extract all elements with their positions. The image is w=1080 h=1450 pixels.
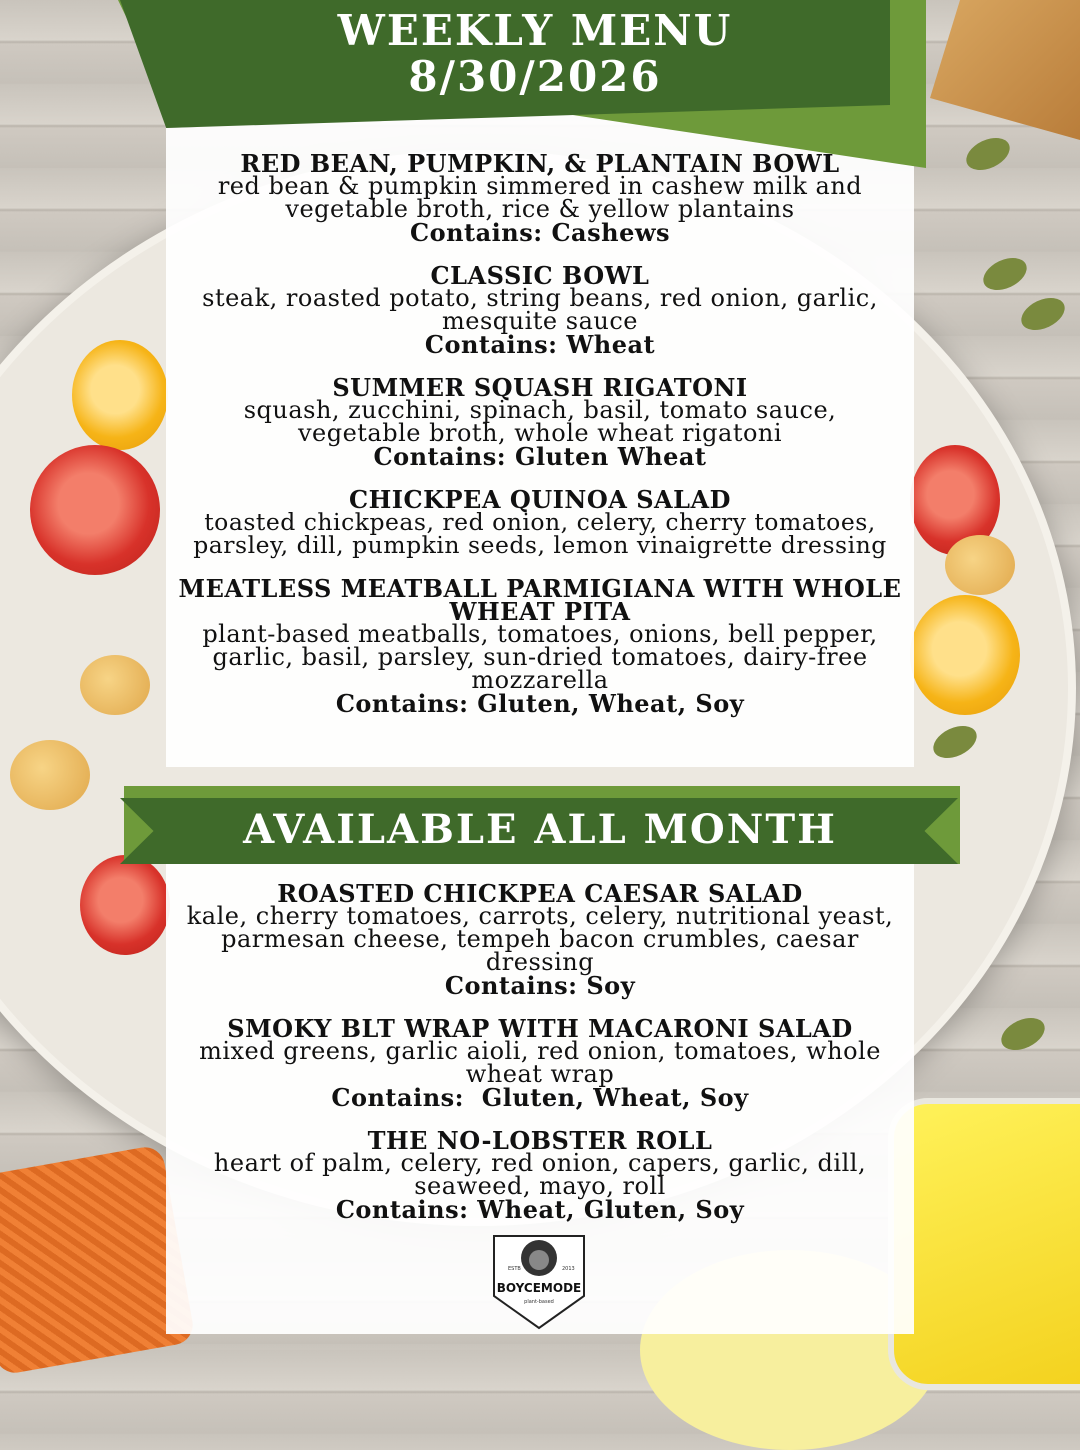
menu-item-description: kale, cherry tomatoes, carrots, celery, nutritional yeast, parmesan cheese, tempeh bacon crumbles, caesar dressing — [186, 902, 894, 976]
pumpkin-seed-decoration — [1016, 292, 1070, 337]
menu-item-allergens: Contains: Wheat, Gluten, Soy — [335, 1195, 745, 1224]
pumpkin-seed-decoration — [978, 252, 1032, 297]
header-title-block — [120, 8, 950, 100]
menu-item-name: ROASTED CHICKPEA CAESAR SALAD — [277, 879, 803, 908]
red-tomato-decoration — [30, 445, 160, 575]
menu-item-name: SMOKY BLT WRAP WITH MACARONI SALAD — [227, 1014, 853, 1043]
menu-item-description: plant-based meatballs, tomatoes, onions, bell pepper, garlic, basil, parsley, sun-dried tomatoes, dairy-free mozzarella — [202, 620, 878, 694]
menu-item — [166, 485, 914, 559]
menu-item-allergens: Contains: Gluten, Wheat, Soy — [335, 689, 745, 718]
boycemode-logo — [488, 1232, 590, 1332]
menu-item — [166, 149, 914, 247]
menu-item — [166, 879, 914, 1000]
chickpea-decoration — [10, 740, 90, 810]
menu-item-description: red bean & pumpkin simmered in cashew milk and vegetable broth, rice & yellow plantains — [217, 172, 863, 223]
menu-item-allergens: Contains: Cashews — [409, 218, 671, 247]
chickpea-decoration — [945, 535, 1015, 595]
monthly-menu-list — [166, 879, 914, 1241]
logo-estb: ESTB — [508, 1266, 521, 1272]
menu-item-description: mixed greens, garlic aioli, red onion, tomatoes, whole wheat wrap — [199, 1037, 881, 1088]
logo-year: 2013 — [562, 1266, 575, 1272]
menu-item-allergens: Contains: Gluten Wheat — [373, 442, 707, 471]
weekly-menu-list — [166, 149, 914, 735]
menu-item-allergens: Contains: Soy — [444, 971, 636, 1000]
menu-date: 8/30/2026 — [408, 52, 662, 101]
menu-item — [166, 261, 914, 359]
menu-item-description: toasted chickpeas, red onion, celery, cherry tomatoes, parsley, dill, pumpkin seeds, lemon vinaigrette dressing — [193, 508, 887, 559]
chickpea-decoration — [80, 655, 150, 715]
pumpkin-seed-decoration — [996, 1012, 1050, 1057]
logo-brand: BOYCEMODE — [496, 1281, 582, 1295]
menu-item-name: RED BEAN, PUMPKIN, & PLANTAIN BOWL — [240, 149, 840, 178]
menu-item-name: THE NO-LOBSTER ROLL — [367, 1126, 713, 1155]
menu-item-allergens: Contains: Wheat — [424, 330, 656, 359]
section-title: AVAILABLE ALL MONTH — [243, 806, 837, 853]
menu-item-description: squash, zucchini, spinach, basil, tomato sauce, vegetable broth, whole wheat rigatoni — [243, 396, 837, 447]
yellow-tomato-decoration — [910, 595, 1020, 715]
menu-item — [166, 574, 914, 718]
logo-tagline: plant-based — [524, 1299, 554, 1305]
menu-item-name: SUMMER SQUASH RIGATONI — [332, 373, 748, 402]
red-tomato-decoration — [80, 855, 170, 955]
menu-item-description: steak, roasted potato, string beans, red onion, garlic, mesquite sauce — [202, 284, 878, 335]
menu-item-name: MEATLESS MEATBALL PARMIGIANA WITH WHOLE WHEAT PITA — [178, 574, 902, 626]
yellow-tomato-decoration — [72, 340, 168, 450]
menu-item-name: CLASSIC BOWL — [430, 261, 650, 290]
pita-chip-decoration — [930, 0, 1080, 140]
pumpkin-seed-decoration — [961, 132, 1015, 177]
dressing-bowl-decoration — [888, 1098, 1080, 1390]
menu-item-allergens: Contains: Gluten, Wheat, Soy — [331, 1083, 749, 1112]
menu-item-name: CHICKPEA QUINOA SALAD — [349, 485, 731, 514]
menu-item-description: heart of palm, celery, red onion, capers, garlic, dill, seaweed, mayo, roll — [213, 1149, 867, 1200]
page-title: WEEKLY MENU — [337, 6, 733, 55]
menu-item — [166, 1014, 914, 1112]
menu-item — [166, 373, 914, 471]
menu-item — [166, 1126, 914, 1224]
